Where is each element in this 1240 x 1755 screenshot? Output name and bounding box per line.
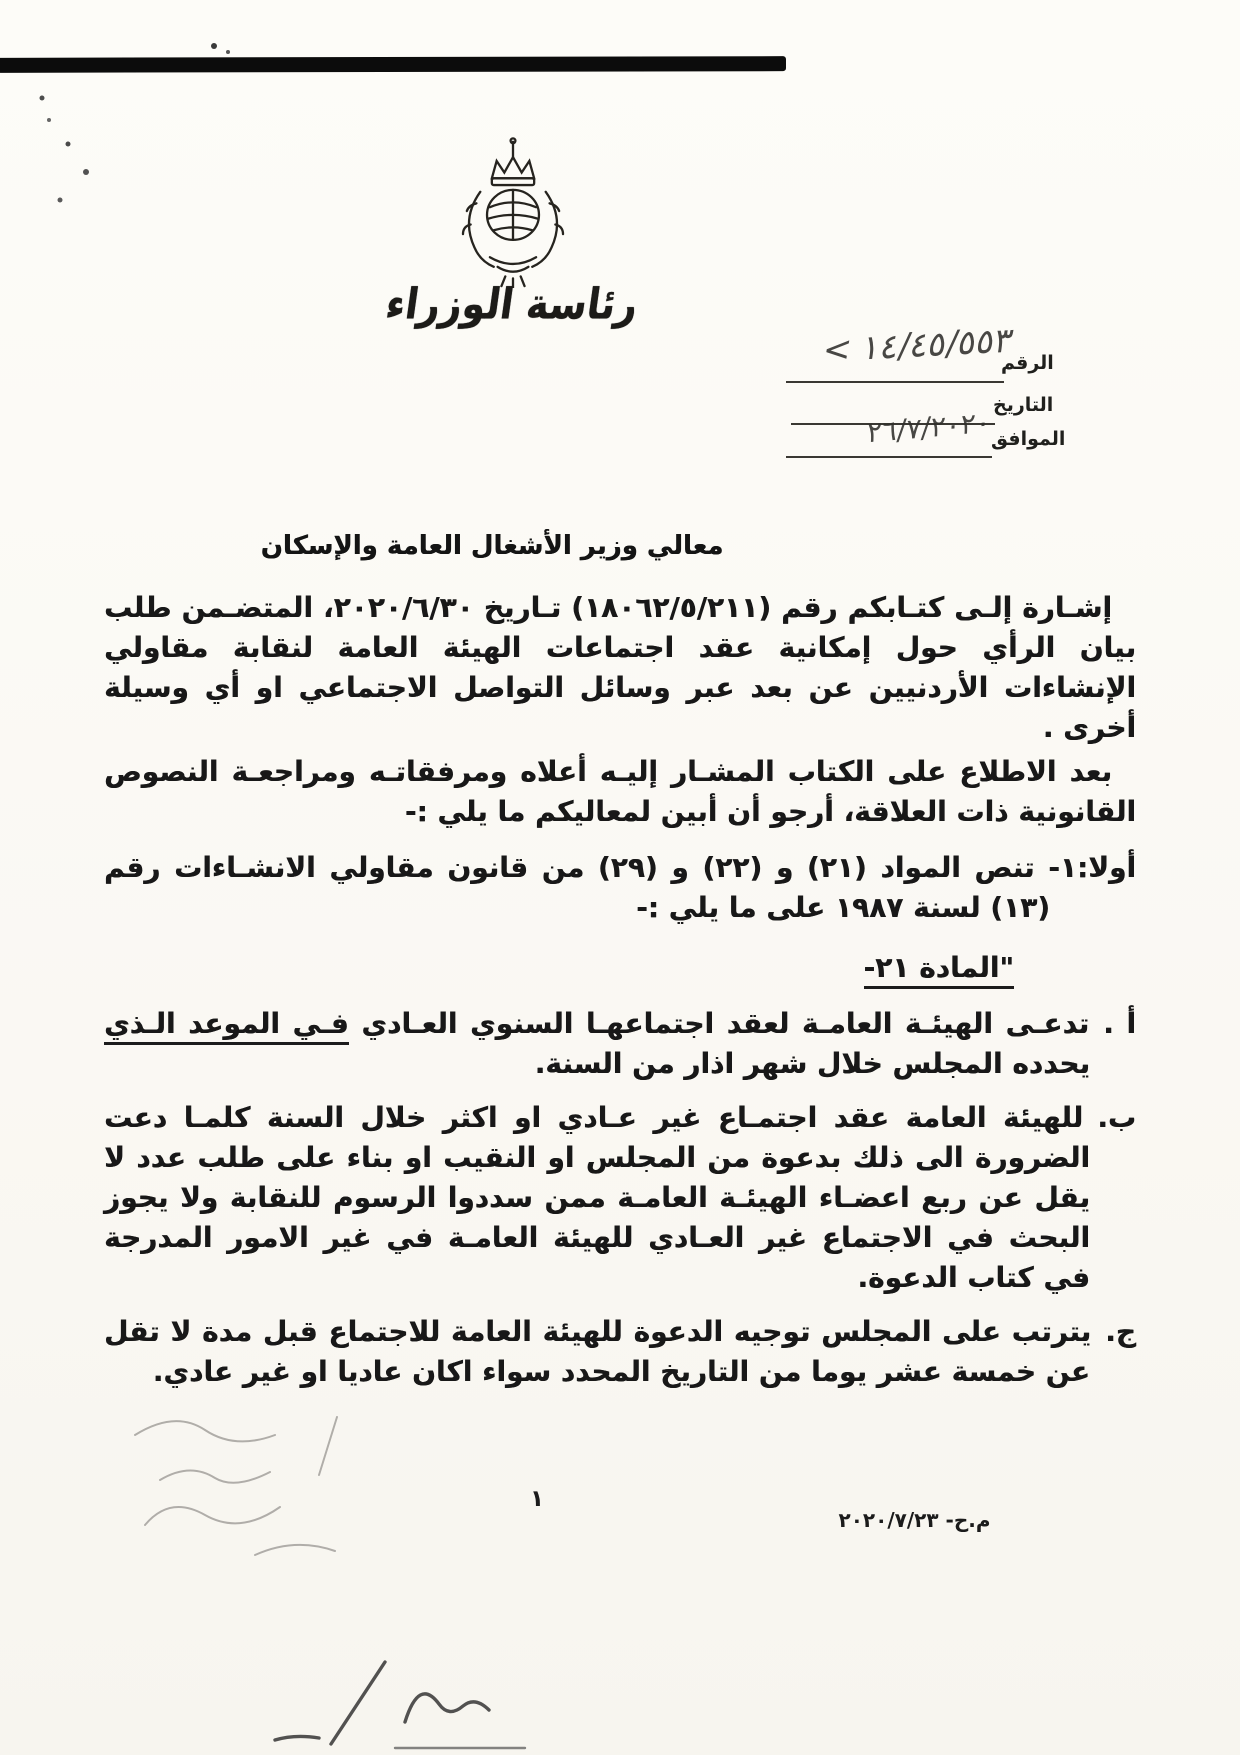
ref-number-line (786, 381, 1004, 383)
clause-c (104, 1312, 1136, 1392)
clause-c-text: يترتب على المجلس توجيه الدعوة للهيئة العامة للاجتماع قبل مدة لا تقل عن خمسة عشر يوما من التاريخ المحدد سواء اكان عاديا او غير عادي. (104, 1315, 1092, 1388)
royal-crest-icon (450, 136, 576, 288)
recipient-title: معالي وزير الأشغال العامة والإسكان (260, 531, 724, 561)
clause-a-underlined-phrase: فـي الموعد الـذي (104, 1007, 349, 1045)
clause-c-marker: ج. (1105, 1315, 1136, 1348)
paragraph-first-item: أولا:١- تنص المواد (٢١) و (٢٢) و (٢٩) من قانون مقاولي الانشـاءات رقم (١٣) لسنة ١٩٨٧ على ما يلي :- (104, 851, 1137, 924)
ref-number-label: الرقم (1001, 352, 1054, 374)
clause-b-text: للهيئة العامة عقد اجتمـاع غير عـادي او اكثر خلال السنة كلمـا دعت الضرورة الى ذلك بدعوة من المجلس او النقيب او بناء على طلب عدد لا يقل عن ربع اعضـاء الهيئـة العامـة ممن سددوا الرسوم للنقابة ولا يجوز البحث في الاجتماع غير العـادي للهيئة العامـة في غير الامور المدرجة في كتاب الدعوة. (104, 1101, 1090, 1294)
ref-date-handwritten (800, 386, 980, 399)
typist-date-reference: م.ح- ٢٠٢٠/٧/٢٣ (838, 1508, 991, 1532)
ref-corresponding-label: الموافق (991, 428, 1066, 450)
page-number: ١ (530, 1486, 545, 1512)
paragraph-reference: إشـارة إلـى كتـابكم رقم (١٨٠٦٢/٥/٢١١) تـاريخ ٢٠٢٠/٦/٣٠، المتضـمن طلب بيان الرأي حول إمكانية عقد اجتماعات الهيئة العامة لنقابة مقاولي الإنشاءات الأردنيين عن بعد عبر وسائل التواصل الاجتماعي او أي وسيلة أخرى . (104, 591, 1136, 744)
ref-corresponding-line (786, 456, 992, 458)
royal-crest-emblem (450, 136, 576, 288)
scan-artifact-bar (0, 56, 786, 73)
prime-ministry-calligraphy: رئاسة الوزراء (382, 279, 642, 329)
handwritten-scribble-left (105, 1395, 405, 1580)
paragraph-preamble: بعد الاطلاع على الكتاب المشـار إليـه أعلاه ومرفقاتـه ومراجعـة النصوص القانونية ذات العلاقة، أرجو أن أبين لمعاليكم ما يلي :- (104, 755, 1136, 828)
ref-corresponding-handwritten: ٢٦/٧/٢٠٢٠ (866, 405, 992, 450)
ref-number-handwritten: ١٤/٤٥/٥٥٣ > (819, 320, 1017, 371)
article-21-heading-text: "المادة ٢١- (864, 951, 1014, 989)
clause-a-text-after: يحدده المجلس خلال شهر اذار من السنة. (534, 1047, 1090, 1080)
clause-a-marker: أ . (1103, 1007, 1137, 1040)
clause-b-marker: ب. (1097, 1101, 1136, 1134)
scan-artifact-specks (0, 0, 4, 4)
ref-date-label: التاريخ (993, 394, 1054, 416)
handwritten-scribble-bottom (235, 1652, 565, 1755)
clause-a-text-before: تدعـى الهيئـة العامـة لعقد اجتماعهـا السنوي العـادي (348, 1007, 1090, 1040)
article-21-heading (104, 948, 1136, 988)
clause-a (104, 1004, 1136, 1084)
clause-b (104, 1098, 1136, 1298)
